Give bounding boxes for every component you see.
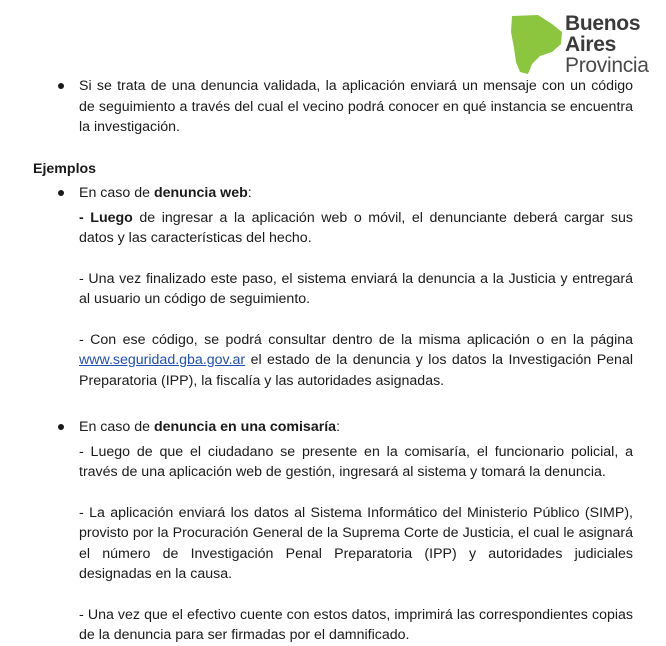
document-body	[33, 76, 633, 646]
web-p1-bold: - Luego	[79, 209, 133, 226]
web-bullet-bold: denuncia web	[153, 185, 248, 201]
comisaria-bullet-suffix: :	[336, 419, 341, 435]
comisaria-paragraph-1: - Luego de que el ciudadano se presente en la comisaría, el funcionario policial, a través de una aplicación web de gestión, ingresará al sistema y tomará la denuncia.	[79, 443, 633, 480]
logo-word-2: Aires	[565, 33, 617, 56]
logo-word-3: Provincia	[565, 54, 649, 77]
comisaria-bullet-prefix: En caso de	[79, 419, 154, 435]
web-bullet	[33, 183, 633, 204]
seguridad-link[interactable]: www.seguridad.gba.gov.ar	[79, 352, 246, 368]
bullet-dot	[58, 190, 64, 196]
web-bullet-suffix: :	[247, 185, 252, 201]
intro-bullet-text: Si se trata de una denuncia validada, la aplicación enviará un mensaje con un código de seguimiento a través del cual el vecino podrá conocer en qué instancia se encuentra la investigación.	[79, 78, 633, 135]
web-p3-before: - Con ese código, se podrá consultar dentro de la misma aplicación o en la página	[79, 331, 633, 348]
logo-word-1: Buenos	[565, 12, 641, 35]
comisaria-bullet-bold: denuncia en una comisaría	[153, 419, 337, 435]
comisaria-paragraph-2: - La aplicación enviará los datos al Sistema Informático del Ministerio Público (SIMP), provisto por la Procuración General de la Suprema Corte de Justicia, el cual le asignará el número de Investigación Penal Preparatoria (IPP) y autoridades judiciales designadas en la causa.	[79, 504, 633, 582]
web-paragraph-1	[33, 208, 633, 249]
web-p1-rest: de ingresar a la aplicación web o móvil, el denunciante deberá cargar sus datos y las características del hecho.	[79, 209, 633, 246]
web-p3-after: el estado de la denuncia y los datos la Investigación Penal Preparatoria (IPP), la fiscalía y las autoridades asignadas.	[79, 352, 633, 389]
web-bullet-prefix: En caso de	[79, 185, 154, 201]
web-paragraph-2: - Una vez finalizado este paso, el sistema enviará la denuncia a la Justicia y entregará al usuario un código de seguimiento.	[79, 270, 633, 307]
examples-heading: Ejemplos	[33, 160, 97, 177]
comisaria-paragraph-3: - Una vez que el efectivo cuente con estos datos, imprimirá las correspondientes copias de la denuncia para ser firmadas por el damnificado.	[79, 606, 633, 643]
bullet-dot	[58, 424, 64, 430]
web-paragraph-3	[33, 330, 633, 392]
bullet-dot	[58, 83, 64, 89]
comisaria-bullet	[33, 417, 633, 438]
intro-bullet	[33, 76, 633, 138]
